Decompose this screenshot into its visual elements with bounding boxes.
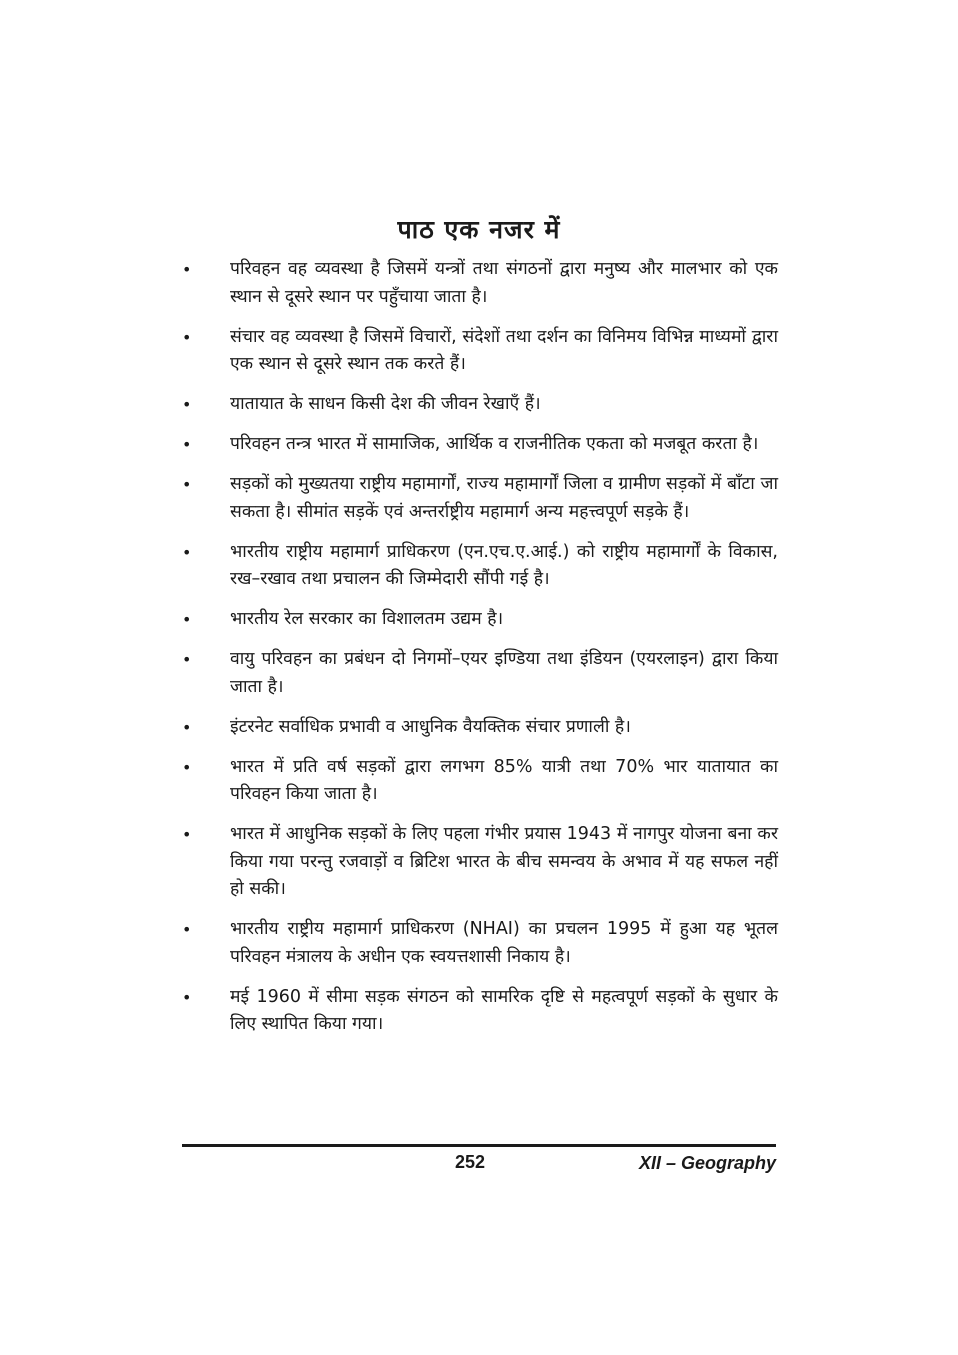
- list-item: [178, 539, 778, 594]
- list-item-text: सड़कों को मुख्यतया राष्ट्रीय महामार्गों, राज्य महामार्गों जिला व ग्रामीण सड़कों में बाँटा जा सकता है। सीमांत सड़कें एवं अन्तर्राष्ट्रीय महामार्ग अन्य महत्त्वपूर्ण सड़के हैं।: [230, 474, 778, 522]
- bullet-icon: •: [182, 610, 192, 629]
- list-item-text: भारत में प्रति वर्ष सड़कों द्वारा लगभग 85% यात्री तथा 70% भार यातायात का परिवहन किया जाता है।: [230, 756, 778, 804]
- bullet-icon: •: [182, 435, 192, 454]
- list-item: [178, 916, 778, 971]
- list-item: [178, 821, 778, 904]
- footer-divider: [182, 1144, 776, 1147]
- list-item: [178, 391, 778, 419]
- list-item-text: यातायात के साधन किसी देश की जीवन रेखाएँ हैं।: [230, 394, 541, 414]
- bullet-icon: •: [182, 327, 192, 347]
- page-title: पाठ एक नजर में: [397, 215, 561, 244]
- list-item: [178, 256, 778, 311]
- bullet-icon: •: [182, 542, 192, 562]
- list-item-text: वायु परिवहन का प्रबंधन दो निगमों–एयर इण्डिया तथा इंडियन (एयरलाइन) द्वारा किया जाता है।: [230, 649, 778, 697]
- list-item: [178, 471, 778, 526]
- list-item-text: संचार वह व्यवस्था है जिसमें विचारों, संदेशों तथा दर्शन का विनिमय विभिन्न माध्यमों द्वारा एक स्थान से दूसरे स्थान तक करते हैं।: [230, 326, 778, 374]
- bullet-icon: •: [182, 717, 192, 737]
- list-item: [178, 714, 778, 742]
- bullet-icon: •: [182, 475, 192, 494]
- list-item: [178, 606, 778, 634]
- summary-bullet-list: [178, 256, 778, 1051]
- list-item: [178, 646, 778, 701]
- list-item-text: इंटरनेट सर्वाधिक प्रभावी व आधुनिक वैयक्तिक संचार प्रणाली है।: [230, 716, 631, 737]
- list-item: [178, 324, 778, 379]
- list-item: [178, 984, 778, 1039]
- bullet-icon: •: [182, 825, 192, 844]
- list-item-text: भारतीय राष्ट्रीय महामार्ग प्राधिकरण (एन.एच.ए.आई.) को राष्ट्रीय महामार्गों के विकास, रख–रखाव तथा प्रचालन की जिम्मेदारी सौंपी गई है।: [230, 541, 778, 589]
- subject-label: XII – Geography: [638, 1153, 776, 1173]
- bullet-icon: •: [182, 395, 192, 414]
- list-item-text: भारतीय रेल सरकार का विशालतम उद्यम है।: [230, 609, 504, 629]
- list-item-text: परिवहन वह व्यवस्था है जिसमें यन्त्रों तथा संगठनों द्वारा मनुष्य और मालभार को एक स्थान से दूसरे स्थान पर पहुँचाया जाता है।: [230, 259, 778, 307]
- list-item-text: भारत में आधुनिक सड़कों के लिए पहला गंभीर प्रयास 1943 में नागपुर योजना बना कर किया गया परन्तु रजवाड़ों व ब्रिटिश भारत के बीच समन्वय के अभाव में यह सफल नहीं हो सकी।: [230, 824, 779, 899]
- list-item-text: भारतीय राष्ट्रीय महामार्ग प्राधिकरण (NHAI) का प्रचलन 1995 में हुआ यह भूतल परिवहन मंत्रालय के अधीन एक स्वयत्तशासी निकाय है।: [230, 919, 778, 967]
- bullet-icon: •: [182, 650, 192, 669]
- list-item: [178, 431, 778, 459]
- list-item: [178, 754, 778, 809]
- bullet-icon: •: [182, 987, 192, 1007]
- page-number: 252: [455, 1152, 486, 1172]
- bullet-icon: •: [182, 757, 192, 777]
- list-item-text: परिवहन तन्त्र भारत में सामाजिक, आर्थिक व राजनीतिक एकता को मजबूत करता है।: [230, 434, 759, 454]
- list-item-text: मई 1960 में सीमा सड़क संगठन को सामरिक दृष्टि से महत्वपूर्ण सड़कों के सुधार के लिए स्थापित किया गया।: [230, 986, 778, 1034]
- bullet-icon: •: [182, 920, 192, 939]
- bullet-icon: •: [182, 260, 192, 279]
